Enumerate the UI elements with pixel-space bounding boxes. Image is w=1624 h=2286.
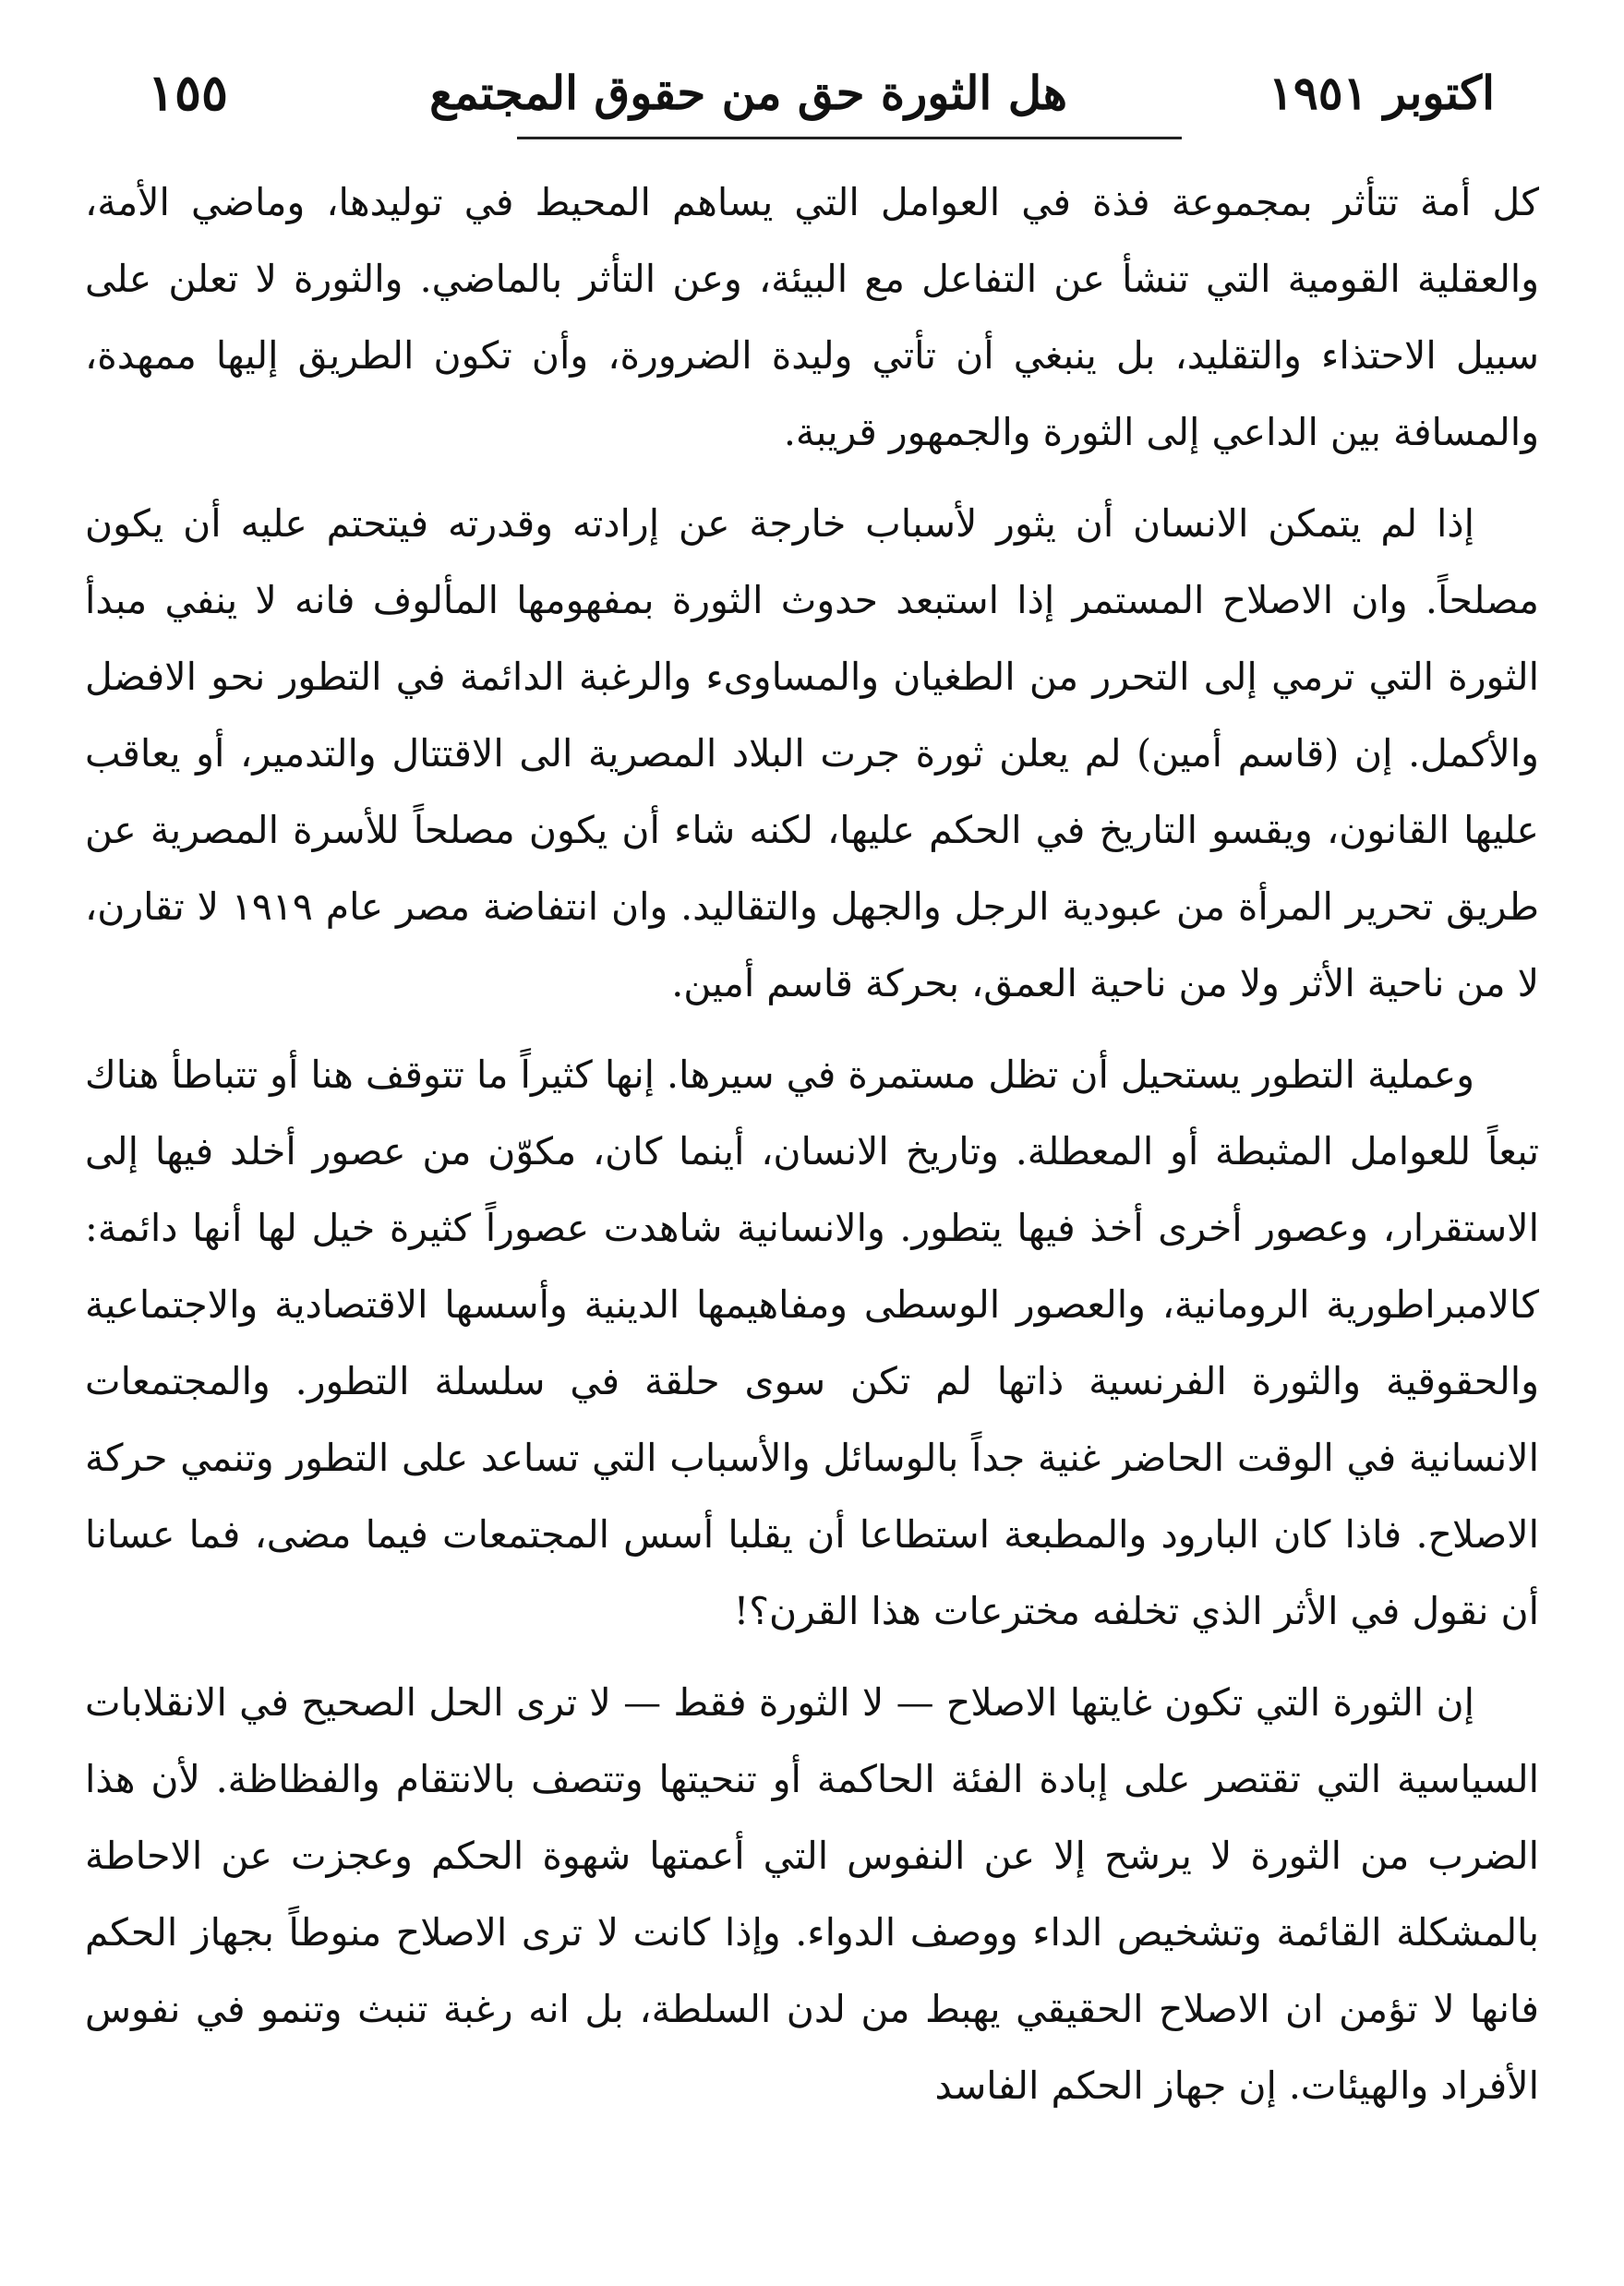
- article-body: [85, 164, 1539, 2139]
- header-rule: [517, 137, 1182, 139]
- paragraph-1: كل أمة تتأثر بمجموعة فذة في العوامل التي يساهم المحيط في توليدها، وماضي الأمة، والعقلية القومية التي تنشأ عن التفاعل مع البيئة، وعن التأثر بالماضي. والثورة لا تعلن على سبيل الاحتذاء والتقليد، بل ينبغي أن تأتي وليدة الضرورة، وأن تكون الطريق إليها ممهدة، والمسافة بين الداعي إلى الثورة والجمهور قريبة.: [85, 180, 1539, 454]
- paragraph-2: إذا لم يتمكن الانسان أن يثور لأسباب خارجة عن إرادته وقدرته فيتحتم عليه أن يكون مصلحاً. وان الاصلاح المستمر إذا استبعد حدوث الثورة بمفهومها المألوف فانه لا ينفي مبدأ الثورة التي ترمي إلى التحرر من الطغيان والمساوىء والرغبة الدائمة في التطور نحو الافضل والأكمل. إن (قاسم أمين) لم يعلن ثورة جرت البلاد المصرية الى الاقتتال والتدمير، أو يعاقب عليها القانون، ويقسو التاريخ في الحكم عليها، لكنه شاء أن يكون مصلحاً للأسرة المصرية عن طريق تحرير المرأة من عبودية الرجل والجهل والتقاليد. وان انتفاضة مصر عام ١٩١٩ لا تقارن، لا من ناحية الأثر ولا من ناحية العمق، بحركة قاسم أمين.: [85, 501, 1540, 1005]
- header-title: هل الثورة حق من حقوق المجتمع: [429, 65, 1067, 120]
- paragraph-4: إن الثورة التي تكون غايتها الاصلاح — لا الثورة فقط — لا ترى الحل الصحيح في الانقلابات السياسية التي تقتصر على إبادة الفئة الحاكمة أو تنحيتها وتتصف بالانتقام والفظاظة. لأن هذا الضرب من الثورة لا يرشح إلا عن النفوس التي أعمتها شهوة الحكم وعجزت عن الاحاطة بالمشكلة القائمة وتشخيص الداء ووصف الدواء. وإذا كانت لا ترى الاصلاح منوطاً بجهاز الحكم فانها لا تؤمن ان الاصلاح الحقيقي يهبط من لدن السلطة، بل انه رغبة تنبث وتنمو في نفوس الأفراد والهيئات. إن جهاز الحكم الفاسد: [85, 1680, 1539, 2108]
- header-date: اكتوبر ١٩٥١: [1269, 65, 1495, 120]
- running-header: [148, 55, 1495, 129]
- page-number: ١٥٥: [148, 63, 229, 122]
- paragraph-3: وعملية التطور يستحيل أن تظل مستمرة في سيرها. إنها كثيراً ما تتوقف هنا أو تتباطأ هناك تبعاً للعوامل المثبطة أو المعطلة. وتاريخ الانسان، أينما كان، مكوّن من عصور أخلد فيها إلى الاستقرار، وعصور أخرى أخذ فيها يتطور. والانسانية شاهدت عصوراً كثيرة خيل لها أنها دائمة: كالامبراطورية الرومانية، والعصور الوسطى ومفاهيمها الدينية وأسسها الاقتصادية والاجتماعية والحقوقية والثورة الفرنسية ذاتها لم تكن سوى حلقة في سلسلة التطور. والمجتمعات الانسانية في الوقت الحاضر غنية جداً بالوسائل والأسباب التي تساعد على التطور وتنمي حركة الاصلاح. فاذا كان البارود والمطبعة استطاعا أن يقلبا أسس المجتمعات فيما مضى، فما عسانا أن نقول في الأثر الذي تخلفه مخترعات هذا القرن؟!: [85, 1053, 1539, 1633]
